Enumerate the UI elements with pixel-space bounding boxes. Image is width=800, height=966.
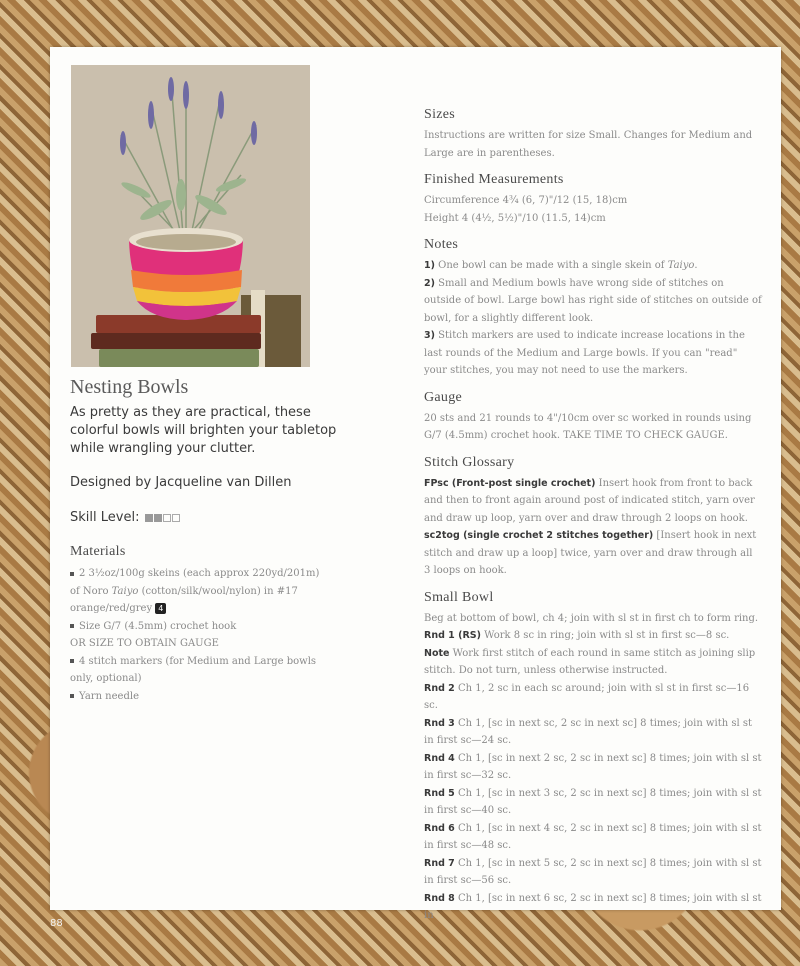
skill-level-indicator-icon: [145, 514, 180, 522]
circumference-text: Circumference 4¾ (6, 7)"/12 (15, 18)cm: [424, 195, 628, 206]
pattern-intro: As pretty as they are practical, these colorful bowls will brighten your tabletop while wrangling your clutter.: [70, 405, 337, 456]
note-3: 3) Stitch markers are used to indicate increase locations in the last rounds of the Medium and Large bowls. If you can "read" your stitches, you may not need to use the markers.: [424, 330, 745, 376]
materials-item: 4 stitch markers (for Medium and Large bowls only, optional): [70, 655, 317, 684]
round-instruction: Rnd 4 Ch 1, [sc in next 2 sc, 2 sc in next sc] 8 times; join with sl st in first sc—32 sc.: [424, 752, 762, 781]
glossary-entry: sc2tog (single crochet 2 stitches together) [Insert hook in next stitch and draw up a loop] twice, yarn over and draw through all 3 loops on hook.: [424, 530, 757, 576]
note-1: 1) One bowl can be made with a single skein of Taiyo.: [424, 260, 698, 271]
crochet-bowl-lavender-image: [71, 65, 310, 367]
small-bowl-section: [424, 590, 762, 925]
gauge-text: 20 sts and 21 rounds to 4"/10cm over sc worked in rounds using G/7 (4.5mm) crochet hook. TAKE TIME TO CHECK GAUGE.: [424, 412, 752, 441]
note-2: 2) Small and Medium bowls have wrong side of stitches on outside of bowl. Large bowl has right side of stitches on outside of bowl, for a slightly different look.: [424, 277, 762, 324]
height-text: Height 4 (4½, 5½)"/10 (11.5, 14)cm: [424, 212, 606, 224]
round-instruction: Rnd 5 Ch 1, [sc in next 3 sc, 2 sc in next sc] 8 times; join with sl st in first sc—40 sc.: [424, 787, 762, 816]
materials-item: 2 3½oz/100g skeins (each approx 220yd/201m) of Noro Taiyo (cotton/silk/wool/nylon) in #17 orange/red/grey 4: [70, 568, 320, 614]
round-instruction: Rnd 8 Ch 1, [sc in next 6 sc, 2 sc in next sc] 8 times; join with sl st in: [424, 892, 762, 921]
notes-section: [424, 237, 762, 380]
round-instruction: Rnd 1 (RS) Work 8 sc in ring; join with sl st in first sc—8 sc.: [424, 630, 730, 641]
round-instruction: Rnd 3 Ch 1, [sc in next sc, 2 sc in next sc] 8 times; join with sl st in first sc—24 sc.: [424, 717, 752, 746]
finished-measurements-heading: Finished Measurements: [424, 172, 564, 187]
book-page: [50, 47, 781, 921]
pattern-title: Nesting Bowls: [70, 376, 189, 398]
bullet-icon: [70, 659, 74, 663]
stitch-glossary-heading: Stitch Glossary: [424, 454, 515, 470]
round-instruction: Note Work first stitch of each round in same stitch as joining slip stitch. Do not turn, unless otherwise instructed.: [424, 647, 756, 676]
notes-heading: Notes: [424, 237, 459, 252]
sizes-text: Instructions are written for size Small. Changes for Medium and Large are in parentheses.: [424, 130, 753, 159]
small-bowl-intro: Beg at bottom of bowl, ch 4; join with sl st in first ch to form ring.: [424, 612, 759, 624]
materials-heading: Materials: [70, 544, 126, 559]
materials-item: Yarn needle: [70, 688, 330, 706]
round-instruction: Rnd 2 Ch 1, 2 sc in each sc around; join with sl st in first sc—16 sc.: [424, 682, 750, 711]
skill-level-label: Skill Level:: [70, 510, 140, 525]
materials-section: [70, 544, 330, 705]
bullet-icon: [70, 624, 74, 628]
instructions-column: [424, 107, 762, 935]
finished-measurements-section: [424, 172, 762, 227]
bullet-icon: [70, 694, 74, 698]
round-instruction: Rnd 7 Ch 1, [sc in next 5 sc, 2 sc in next sc] 8 times; join with sl st in first sc—56 sc.: [424, 857, 762, 886]
sizes-section: [424, 107, 762, 162]
small-bowl-heading: Small Bowl: [424, 589, 494, 605]
sizes-heading: Sizes: [424, 107, 456, 122]
yarn-weight-icon: 4: [155, 603, 166, 614]
materials-item: Size G/7 (4.5mm) crochet hook OR SIZE TO OBTAIN GAUGE: [70, 620, 237, 649]
page-number: 88: [50, 918, 63, 929]
glossary-entry: FPsc (Front-post single crochet) Insert hook from front to back and then to front again around post of indicated stitch, yarn over and draw up loop, yarn over and draw through 2 loops on hook.: [424, 477, 755, 524]
stitch-glossary-section: [424, 455, 762, 580]
gauge-heading: Gauge: [424, 389, 463, 405]
round-instruction: Rnd 6 Ch 1, [sc in next 4 sc, 2 sc in next sc] 8 times; join with sl st in first sc—48 sc.: [424, 822, 762, 851]
skill-level: [70, 510, 180, 525]
gauge-section: [424, 390, 762, 445]
bullet-icon: [70, 572, 74, 576]
project-photo: [71, 65, 310, 367]
designer-credit: Designed by Jacqueline van Dillen: [70, 475, 292, 490]
